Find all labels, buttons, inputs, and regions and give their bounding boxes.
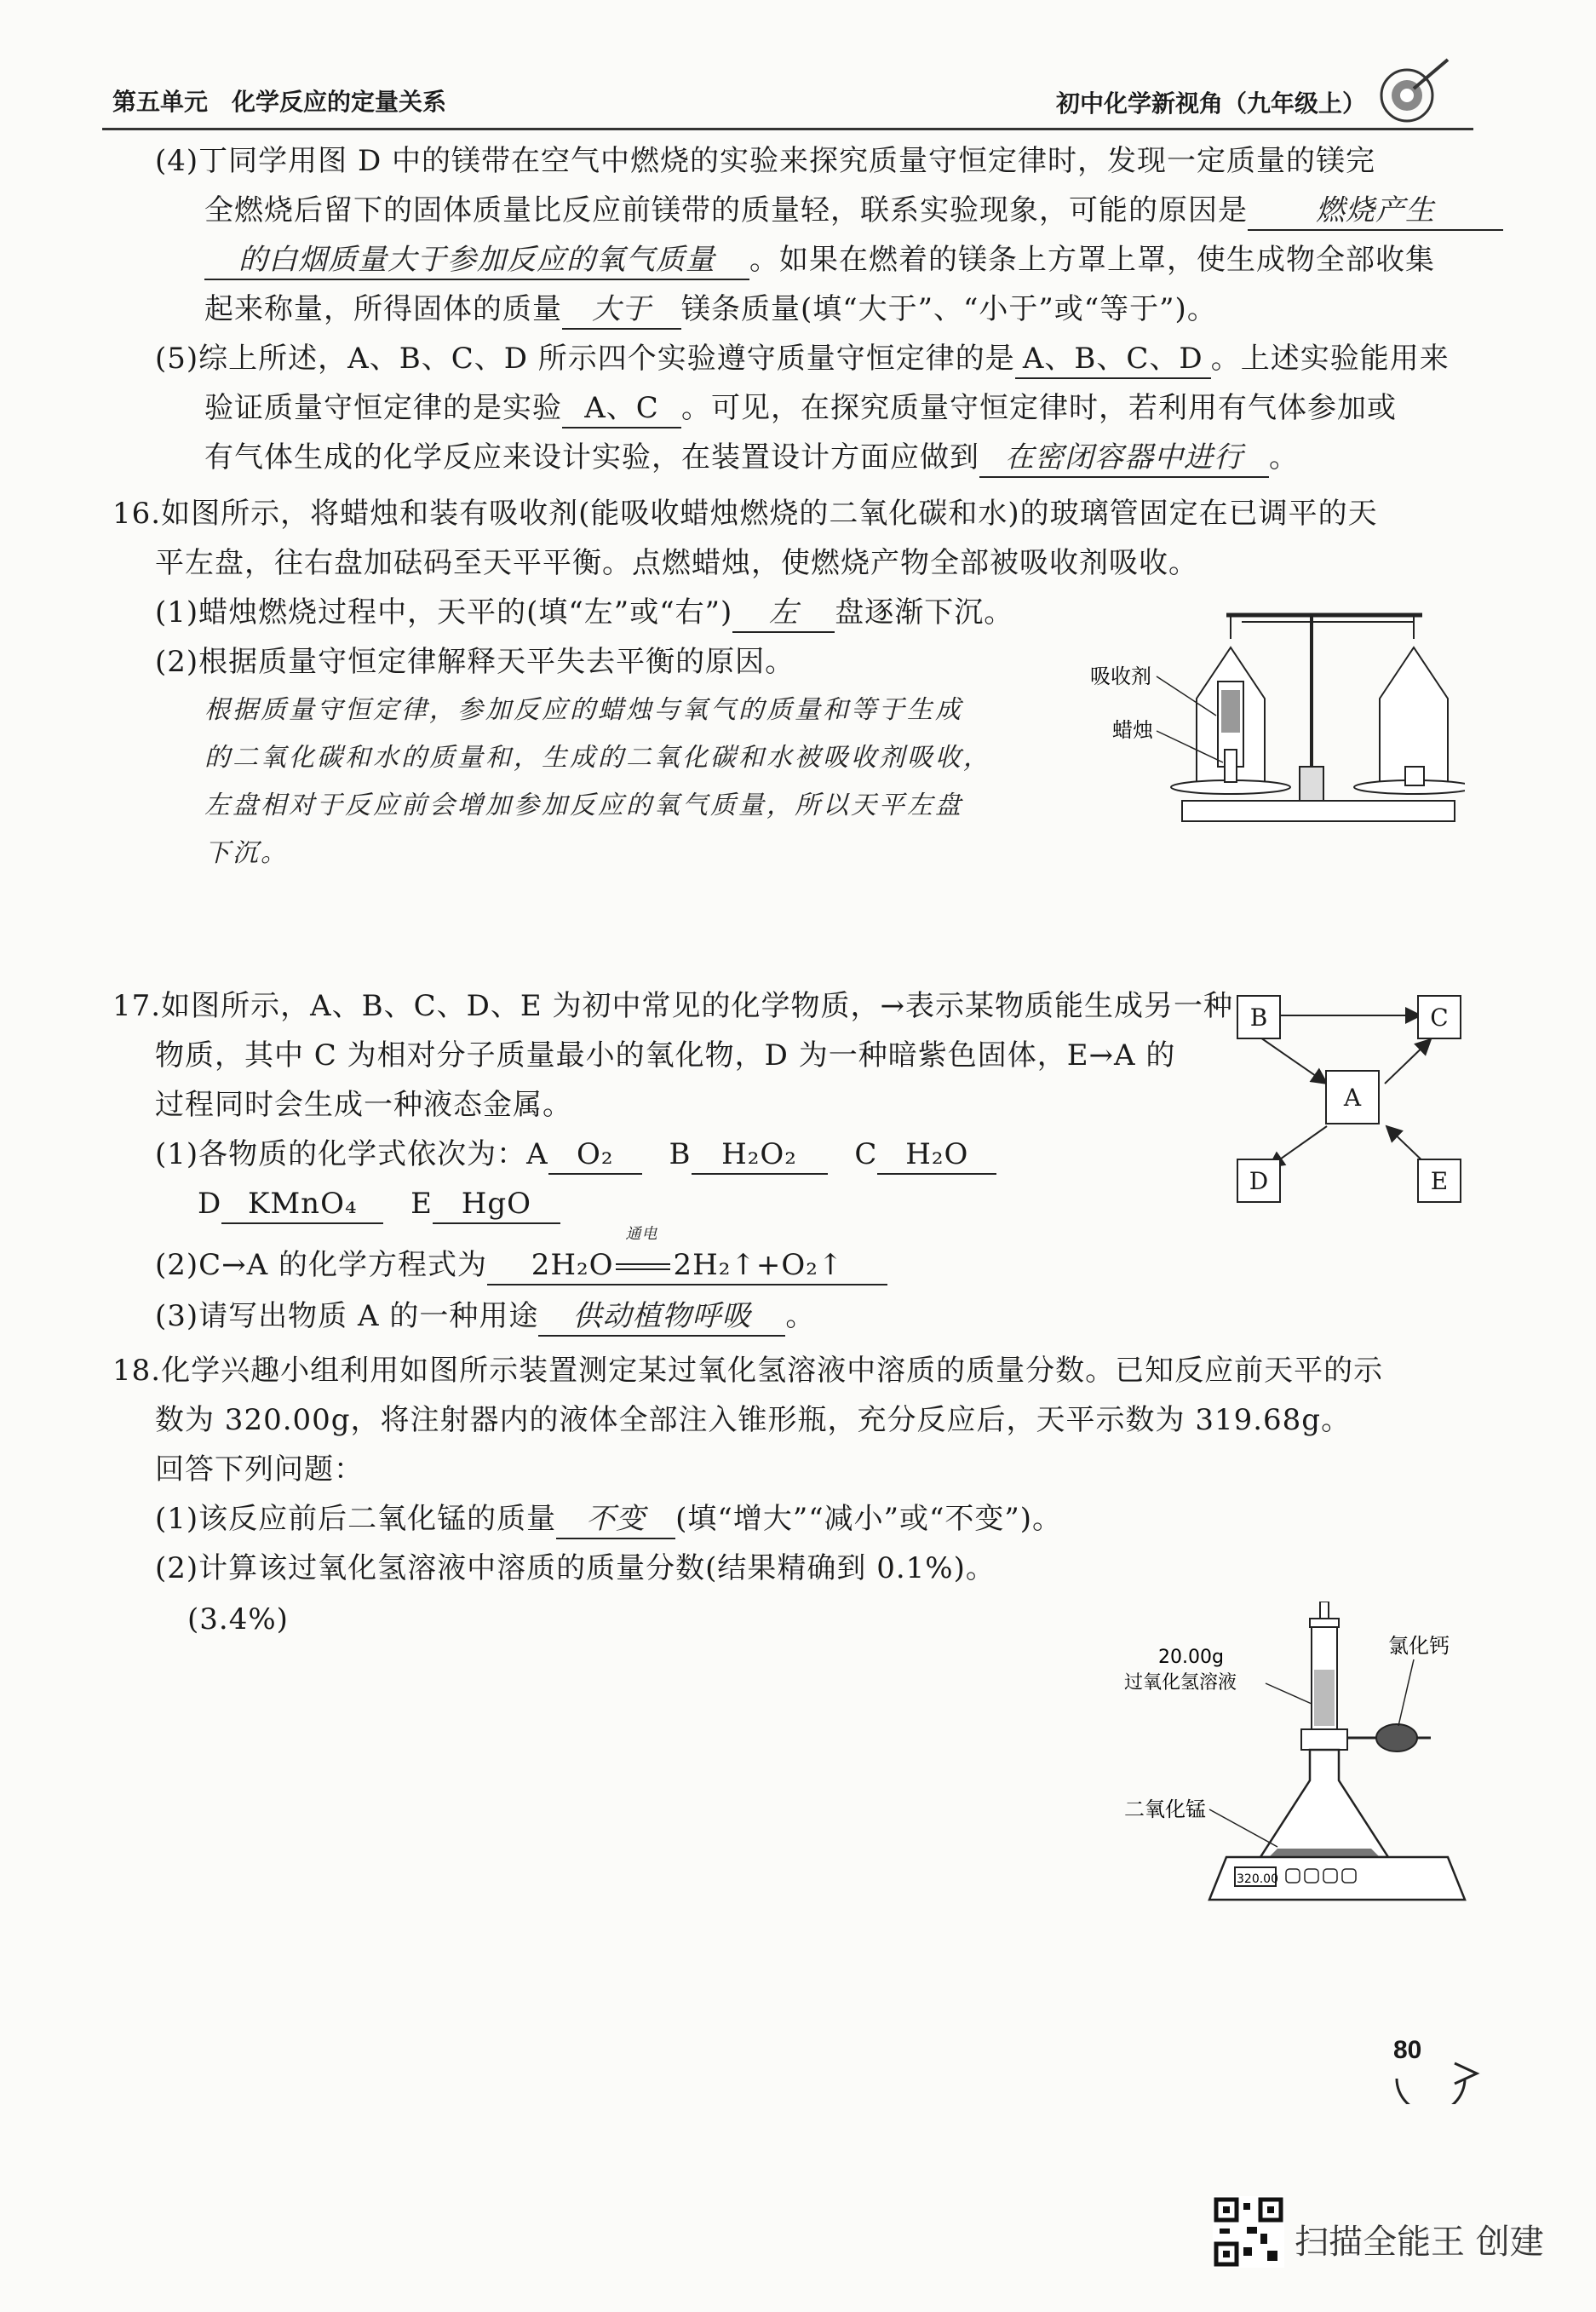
q15-p4-line3: [204, 235, 1435, 285]
node-B: B: [1237, 995, 1281, 1039]
q15-p4-line2: [204, 186, 1503, 235]
node-D: D: [1237, 1159, 1281, 1203]
page-number: 80: [1393, 2036, 1422, 2064]
q18-p2-answer[interactable]: (3.4%): [187, 1602, 289, 1636]
q17-p1-text: (1)各物质的化学式依次为：A: [155, 1137, 548, 1171]
balance-figure: [1082, 588, 1465, 835]
q16-answer-line: 根据质量守恒定律，参加反应的蜡烛与氧气的质量和等于生成: [204, 695, 963, 725]
q16-p1: [155, 588, 1013, 637]
header-right: 初中化学新视角（九年级上）: [1056, 89, 1367, 118]
q18-line1: 18.化学兴趣小组利用如图所示装置测定某过氧化氢溶液中溶质的质量分数。已知反应前天平的示: [112, 1354, 1384, 1388]
q18-p1-text: (1)该反应前后二氧化锰的质量: [155, 1502, 557, 1536]
q17-p3-post: 。: [785, 1299, 816, 1333]
q15-p5-text1: (5)综上所述，A、B、C、D 所示四个实验遵守质量守恒定律的是: [155, 342, 1015, 376]
label-absorbent: 吸收剂: [1090, 664, 1151, 688]
q17-label-B: B: [669, 1137, 692, 1171]
label-cacl2: 氯化钙: [1388, 1634, 1450, 1658]
qr-code-icon: [1213, 2196, 1284, 2268]
node-A: A: [1325, 1070, 1380, 1124]
q15-p5-line3: [204, 433, 1299, 482]
q17-line1: 17.如图所示，A、B、C、D、E 为初中常见的化学物质，→表示某物质能生成另一种: [112, 989, 1233, 1023]
q15-p4-answer-1a[interactable]: 燃烧产生: [1248, 192, 1503, 231]
q16-line1: 16.如图所示，将蜡烛和装有吸收剂(能吸收蜡烛燃烧的二氧化碳和水)的玻璃管固定在已调平的天: [112, 497, 1378, 531]
q15-p5-text2b: 。可见，在探究质量守恒定律时，若利用有气体参加或: [681, 391, 1397, 425]
q16-p1-text-b: 盘逐渐下沉。: [835, 595, 1014, 630]
q16-answer[interactable]: [204, 687, 991, 877]
q15-p5-text3: 有气体生成的化学反应来设计实验，在装置设计方面应做到: [204, 440, 979, 474]
q18-line3: 回答下列问题：: [155, 1452, 364, 1487]
q17-p3: [155, 1291, 815, 1341]
q17-answer-C[interactable]: H₂O: [877, 1136, 996, 1175]
q15-p4-line4: [204, 285, 1217, 334]
eq-right: 2H₂↑+O₂↑: [673, 1248, 844, 1282]
q18-p1-answer[interactable]: 不变: [556, 1500, 675, 1539]
q15-p5-text3b: 。: [1269, 440, 1299, 474]
q16-p2: (2)根据质量守恒定律解释天平失去平衡的原因。: [155, 645, 795, 679]
q16-answer-line: 的二氧化碳和水的质量和，生成的二氧化碳和水被吸收剂吸收，: [204, 743, 991, 773]
label-solution: 过氧化氢溶液: [1124, 1672, 1237, 1694]
eq-condition: 通电: [625, 1225, 658, 1243]
header-left: 第五单元 化学反应的定量关系: [112, 88, 447, 116]
q17-label-D: D: [198, 1187, 222, 1221]
q16-line2: 平左盘，往右盘加砝码至天平平衡。点燃蜡烛，使燃烧产物全部被吸收剂吸收。: [155, 546, 1198, 580]
apparatus-figure: [1107, 1602, 1482, 1917]
q17-answer-B[interactable]: H₂O₂: [692, 1136, 828, 1175]
q17-label-C: C: [854, 1137, 878, 1171]
node-E: E: [1417, 1159, 1461, 1203]
q17-equation[interactable]: [487, 1225, 887, 1285]
q18-p2: (2)计算该过氧化氢溶液中溶质的质量分数(结果精确到 0.1%)。: [155, 1551, 996, 1585]
q17-answer-E[interactable]: HgO: [433, 1185, 560, 1224]
scanner-watermark: 扫描全能王 创建: [1295, 2223, 1544, 2262]
q16-answer-line: 下沉。: [204, 838, 289, 868]
q15-p4-text4: 起来称量，所得固体的质量: [204, 292, 562, 326]
q17-answer-A[interactable]: O₂: [548, 1136, 642, 1175]
q15-p5-answer-2[interactable]: A、C: [562, 389, 681, 428]
q15-p5-text2: 验证质量守恒定律的是实验: [204, 391, 562, 425]
q16-answer-line: 左盘相对于反应前会增加参加反应的氧气质量，所以天平左盘: [204, 791, 963, 820]
q18-p1: [155, 1494, 1062, 1544]
header-rule: [102, 128, 1473, 130]
q16-p1-text: (1)蜡烛燃烧过程中，天平的(填“左”或“右”): [155, 595, 733, 630]
label-solution-mass: 20.00g: [1158, 1647, 1224, 1668]
q17-p3-answer[interactable]: 供动植物呼吸: [538, 1297, 785, 1337]
header-logo-icon: [1363, 53, 1456, 129]
balance-display: 320.00: [1237, 1872, 1278, 1886]
q15-p5-answer-1[interactable]: A、B、C、D: [1015, 340, 1211, 379]
q15-p4-line1: (4)丁同学用图 D 中的镁带在空气中燃烧的实验来探究质量守恒定律时，发现一定质量的镁完: [155, 144, 1376, 178]
q15-p4-text4b: 镁条质量(填“大于”、“小于”或“等于”)。: [681, 292, 1217, 326]
q15-p4-answer-2[interactable]: 大于: [562, 290, 681, 330]
q18-p1-post: (填“增大”“减小”或“不变”)。: [675, 1502, 1062, 1536]
label-candle: 蜡烛: [1112, 718, 1153, 742]
q17-answer-D[interactable]: KMnO₄: [221, 1185, 383, 1224]
eq-arrow-icon: [616, 1263, 670, 1270]
q16-p1-answer[interactable]: 左: [732, 594, 835, 633]
q17-p3-text: (3)请写出物质 A 的一种用途: [155, 1299, 539, 1333]
q15-p4-text2: 全燃烧后留下的固体质量比反应前镁带的质量轻，联系实验现象，可能的原因是: [204, 193, 1248, 227]
q15-p5-line1: [155, 334, 1450, 383]
page-corner-icon: [1388, 2027, 1490, 2104]
q17-p1: [155, 1130, 996, 1179]
q15-p5-text1b: 。上述实验能用来: [1210, 342, 1450, 376]
q17-p1-cont: [198, 1179, 560, 1228]
q15-p5-answer-3[interactable]: 在密闭容器中进行: [979, 439, 1269, 478]
q18-line2: 数为 320.00g，将注射器内的液体全部注入锥形瓶，充分反应后，天平示数为 319.68g。: [155, 1403, 1352, 1437]
eq-left: 2H₂O: [531, 1248, 614, 1282]
q15-p4-text3: 。如果在燃着的镁条上方罩上罩，使生成物全部收集: [749, 243, 1435, 277]
q17-p2: [155, 1225, 887, 1290]
q17-label-E: E: [410, 1187, 433, 1221]
label-mno2: 二氧化锰: [1124, 1797, 1206, 1821]
q15-p4-answer-1b[interactable]: 的白烟质量大于参加反应的氧气质量: [204, 241, 749, 280]
q17-p2-text: (2)C→A 的化学方程式为: [155, 1248, 488, 1282]
q15-p5-line2: [204, 383, 1397, 433]
node-C: C: [1417, 995, 1461, 1039]
q17-line3: 过程同时会生成一种液态金属。: [155, 1088, 572, 1122]
q17-line2: 物质，其中 C 为相对分子质量最小的氧化物，D 为一种暗紫色固体，E→A 的: [155, 1038, 1176, 1073]
